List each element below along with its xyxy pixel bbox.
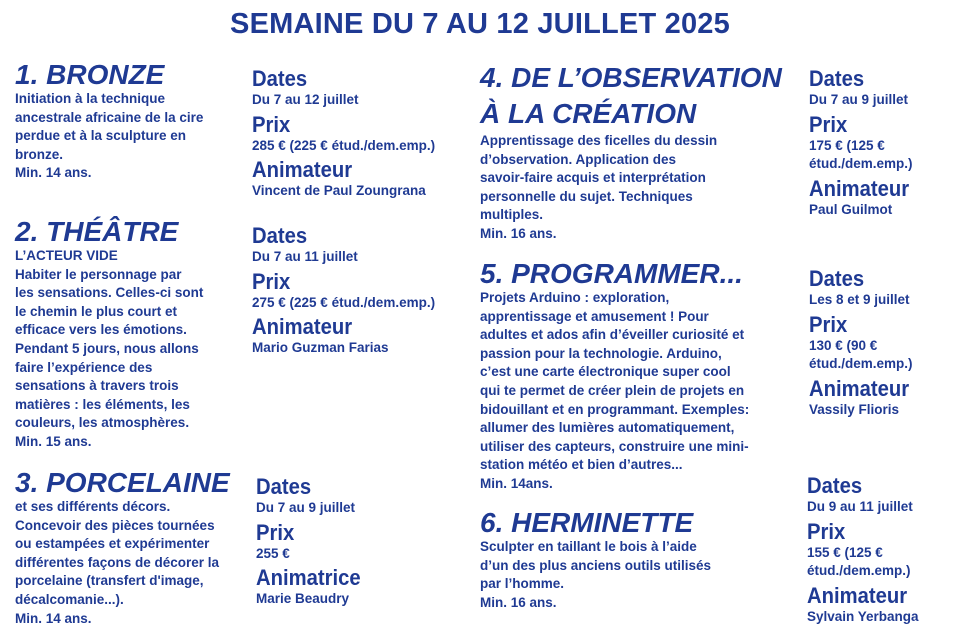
prix-value: 130 € (90 € étud./dem.emp.)	[809, 337, 913, 372]
atelier-description: Apprentissage des ficelles du dessin d’observation. Application des savoir-faire acquis et interprétation personnelle du sujet. Techniques multiples. Min. 16 ans.	[480, 133, 718, 241]
dates-heading: Dates	[252, 66, 308, 91]
prix-value: 275 € (225 € étud./dem.emp.)	[252, 294, 436, 310]
prix-heading: Prix	[252, 111, 291, 137]
animateur-value: Mario Guzman Farias	[252, 340, 389, 356]
dates-value: Du 7 au 9 juillet	[809, 92, 909, 107]
dates-heading: Dates	[252, 223, 308, 248]
atelier-title: 4. DE L’OBSERVATION À LA CRÉATION	[480, 62, 782, 129]
animateur-value: Sylvain Yerbanga	[807, 608, 919, 624]
prix-value: 255 €	[256, 545, 290, 561]
dates-heading: Dates	[256, 474, 312, 499]
prix-heading: Prix	[252, 268, 291, 294]
atelier-herminette-info	[807, 471, 959, 626]
prix-value: 175 € (125 € étud./dem.emp.)	[809, 137, 913, 172]
atelier-title: 6. HERMINETTE	[480, 507, 694, 538]
dates-value: Du 9 au 11 juillet	[807, 499, 913, 514]
animateur-heading: Animateur	[809, 375, 910, 401]
animateur-heading: Animateur	[809, 175, 910, 201]
animateur-value: Vassily Flioris	[809, 401, 900, 417]
animatrice-heading: Animatrice	[256, 565, 361, 591]
atelier-title: 1. BRONZE	[15, 59, 165, 90]
animateur-heading: Animateur	[252, 157, 353, 183]
atelier-observation	[480, 60, 800, 244]
atelier-description: et ses différents décors. Concevoir des pièces tournées ou estampées et expérimenter différentes façons de décorer la porcelaine (transfert d'image, décalcomanie...). Min. 14 ans.	[15, 499, 220, 626]
prix-value: 285 € (225 € étud./dem.emp.)	[252, 137, 436, 153]
atelier-programmer-info	[809, 264, 959, 419]
prix-heading: Prix	[809, 111, 848, 137]
animateur-heading: Animateur	[252, 314, 353, 340]
atelier-observation-info	[809, 64, 959, 219]
atelier-theatre	[15, 217, 247, 452]
atelier-herminette	[480, 508, 800, 612]
dates-value: Du 7 au 12 juillet	[252, 92, 359, 107]
dates-heading: Dates	[809, 66, 865, 91]
atelier-theatre-info	[252, 221, 477, 358]
page-title: SEMAINE DU 7 AU 12 JUILLET 2025	[230, 8, 730, 40]
dates-heading: Dates	[809, 266, 865, 291]
atelier-title: 3. PORCELAINE	[15, 467, 230, 498]
atelier-porcelaine-info	[256, 472, 456, 609]
prix-heading: Prix	[809, 311, 848, 337]
animateur-value: Vincent de Paul Zoungrana	[252, 183, 426, 199]
dates-heading: Dates	[807, 473, 863, 498]
atelier-description: Sculpter en taillant le bois à l’aide d’un des plus anciens outils utilisés par l’homme. Min. 16 ans.	[480, 539, 712, 610]
atelier-subtitle: L’ACTEUR VIDE	[15, 248, 118, 263]
atelier-description: Projets Arduino : exploration, apprentissage et amusement ! Pour adultes et ados afin d’éveiller curiosité et passion pour la technologie. Arduino, c’est une carte électronique super cool qui te permet de créer plein de projets en bidouillant et en programmant. Exemples: allumer des lumières automatiquement, utiliser des capteurs, construire une mini- station météo et bien d’autres... Min. 14ans.	[480, 290, 750, 491]
atelier-bronze-info	[252, 64, 477, 201]
dates-value: Du 7 au 9 juillet	[256, 500, 356, 515]
atelier-title: 2. THÉÂTRE	[15, 216, 179, 247]
prix-heading: Prix	[807, 518, 846, 544]
atelier-title: 5. PROGRAMMER...	[480, 258, 743, 289]
animatrice-value: Marie Beaudry	[256, 591, 350, 607]
dates-value: Du 7 au 11 juillet	[252, 249, 358, 264]
atelier-porcelaine	[15, 468, 255, 628]
prix-heading: Prix	[256, 519, 295, 545]
animateur-heading: Animateur	[807, 582, 908, 608]
animateur-value: Paul Guilmot	[809, 201, 893, 217]
atelier-bronze	[15, 60, 245, 183]
prix-value: 155 € (125 € étud./dem.emp.)	[807, 544, 911, 579]
atelier-description: Initiation à la technique ancestrale africaine de la cire perdue et à la sculpture en bronze. Min. 14 ans.	[15, 91, 204, 181]
dates-value: Les 8 et 9 juillet	[809, 292, 910, 307]
atelier-programmer	[480, 259, 805, 494]
atelier-description: Habiter le personnage par les sensations. Celles-ci sont le chemin le plus court et efficace vers les émotions. Pendant 5 jours, nous allons faire l’expérience des sensations à travers trois matières : les éléments, les couleurs, les atmosphères. Min. 15 ans.	[15, 266, 204, 449]
